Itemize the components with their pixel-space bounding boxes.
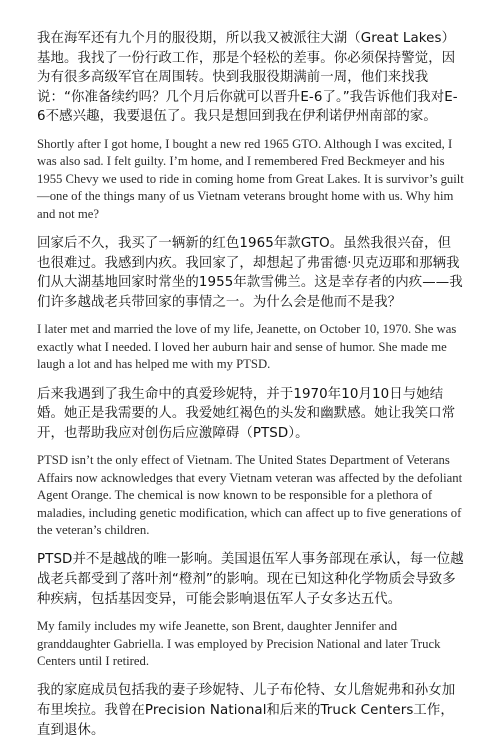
paragraph-gap bbox=[37, 374, 464, 385]
paragraph-gap bbox=[37, 609, 464, 618]
paragraph-gap bbox=[37, 670, 464, 681]
paragraph-en-jeanette: I later met and married the love of my life, Jeanette, on October 10, 1970. She was exactly what I needed. I loved her auburn hair and sense of humor. She made me laugh a lot and has helped me with my PTSD. bbox=[37, 322, 457, 372]
paragraph-gap bbox=[37, 443, 464, 452]
paragraph-zh-agent-orange: PTSD并不是越战的唯一影响。美国退伍军人事务部现在承认，每一位越战老兵都受到了落叶剂“橙剂”的影响。现在已知这种化学物质会导致多种疾病，包括基因变异，可能会影响退伍军人子女多达五代。 bbox=[37, 552, 464, 607]
paragraph-zh-jeanette: 后来我遇到了我生命中的真爱珍妮特，并于1970年10月10日与她结婚。她正是我需要的人。我爱她红褐色的头发和幽默感。她让我笑口常开，也帮助我应对创伤后应激障碍（PTSD）。 bbox=[37, 386, 456, 441]
paragraph-gap bbox=[37, 223, 464, 234]
paragraph-en-agent-orange: PTSD isn’t the only effect of Vietnam. The United States Department of Veterans Affairs now acknowledges that every Vietnam veteran was affected by the defoliant Agent Orange. The chemical is now known to be responsible for a plethora of maladies, including genetic modification, which can affect up to five generations of the veteran’s children. bbox=[37, 453, 463, 537]
paragraph-gap bbox=[37, 539, 464, 550]
paragraph-gap bbox=[37, 312, 464, 321]
paragraph-zh-family: 我的家庭成员包括我的妻子珍妮特、儿子布伦特、女儿詹妮弗和孙女加布里埃拉。我曾在Precision National和后来的Truck Centers工作，直到退休。 bbox=[37, 683, 456, 738]
paragraph-zh-gto-survivors-guilt: 回家后不久，我买了一辆新的红色1965年款GTO。虽然我很兴奋，但也很难过。我感到内疚。我回家了，却想起了弗雷德·贝克迈耶和那辆我们从大湖基地回家时常坐的1955年款雪佛兰。这是幸存者的内疚——我们许多越战老兵带回家的事情之一。为什么会是他而不是我？ bbox=[37, 236, 463, 310]
paragraph-gap bbox=[37, 127, 464, 136]
paragraph-en-gto-survivors-guilt: Shortly after I got home, I bought a new red 1965 GTO. Although I was excited, I was also sad. I felt guilty. I’m home, and I remembered Fred Beckmeyer and his 1955 Chevy we used to ride in coming home from Great Lakes. It is survivor’s guilt—one of the things many of us Vietnam veterans brought home with us. Why him and not me? bbox=[37, 136, 464, 221]
paragraph-en-family: My family includes my wife Jeanette, son Brent, daughter Jennifer and granddaughter Gabriella. I was employed by Precision National and later Truck Centers until I retired. bbox=[37, 619, 441, 668]
paragraph-zh-navy-service: 我在海军还有九个月的服役期，所以我又被派往大湖（Great Lakes）基地。我找了一份行政工作，那是个轻松的差事。你必须保持警觉，因为有很多高级军官在周围转。快到我服役期满前一周，他们来找我说：“你准备续约吗？几个月后你就可以晋升E-6了。”我告诉他们我对E-6不感兴趣，我要退伍了。我只是想回到我在伊利诺伊州南部的家。 bbox=[37, 31, 458, 125]
